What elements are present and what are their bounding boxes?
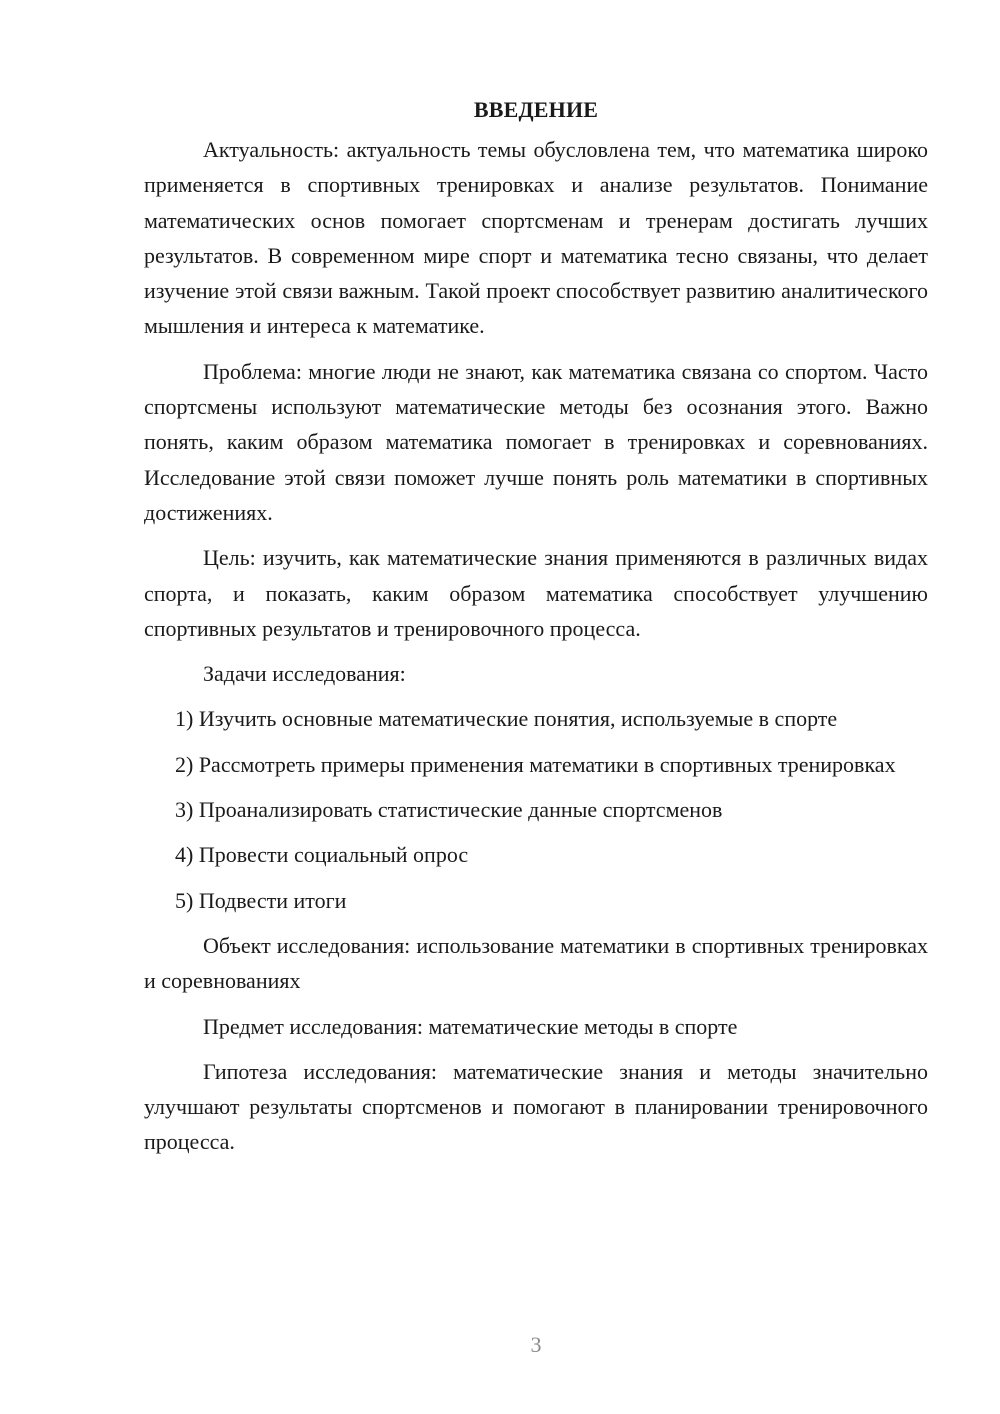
paragraph-hypothesis: Гипотеза исследования: математические знания и методы значительно улучшают результаты спортсменов и помогают в планировании тренировочного процесса. [144,1058,928,1155]
document-page [144,92,928,1170]
paragraph-object: Объект исследования: использование математики в спортивных тренировках и соревнованиях [144,932,928,994]
page-number: 3 [530,1332,542,1357]
task-item-4: 4) Провести социальный опрос [175,842,469,868]
paragraph-tasks-heading: Задачи исследования: [203,661,406,687]
paragraph-relevance: Актуальность: актуальность темы обусловлена тем, что математика широко применяется в спортивных тренировках и анализе результатов. Понимание математических основ помогает спортсменам и тренерам достигать лучших результатов. В современном мире спорт и математика тесно связаны, что делает изучение этой связи важным. Такой проект способствует развитию аналитического мышления и интереса к математике. [144,137,928,339]
task-item-3: 3) Проанализировать статистические данные спортсменов [175,797,723,823]
page-title: ВВЕДЕНИЕ [473,97,599,122]
paragraph-subject: Предмет исследования: математические методы в спорте [203,1013,738,1039]
task-item-5: 5) Подвести итоги [175,887,347,913]
task-item-1: 1) Изучить основные математические понятия, используемые в спорте [175,706,838,732]
task-item-2: 2) Рассмотреть примеры применения математики в спортивных тренировках [175,751,896,777]
paragraph-goal: Цель: изучить, как математические знания применяются в различных видах спорта, и показать, каким образом математика способствует улучшению спортивных результатов и тренировочного процесса. [144,545,928,641]
paragraph-problem: Проблема: многие люди не знают, как математика связана со спортом. Часто спортсмены используют математические методы без осознания этого. Важно понять, каким образом математика помогает в тренировках и соревнованиях. Исследование этой связи поможет лучше понять роль математики в спортивных достижениях. [144,358,928,525]
